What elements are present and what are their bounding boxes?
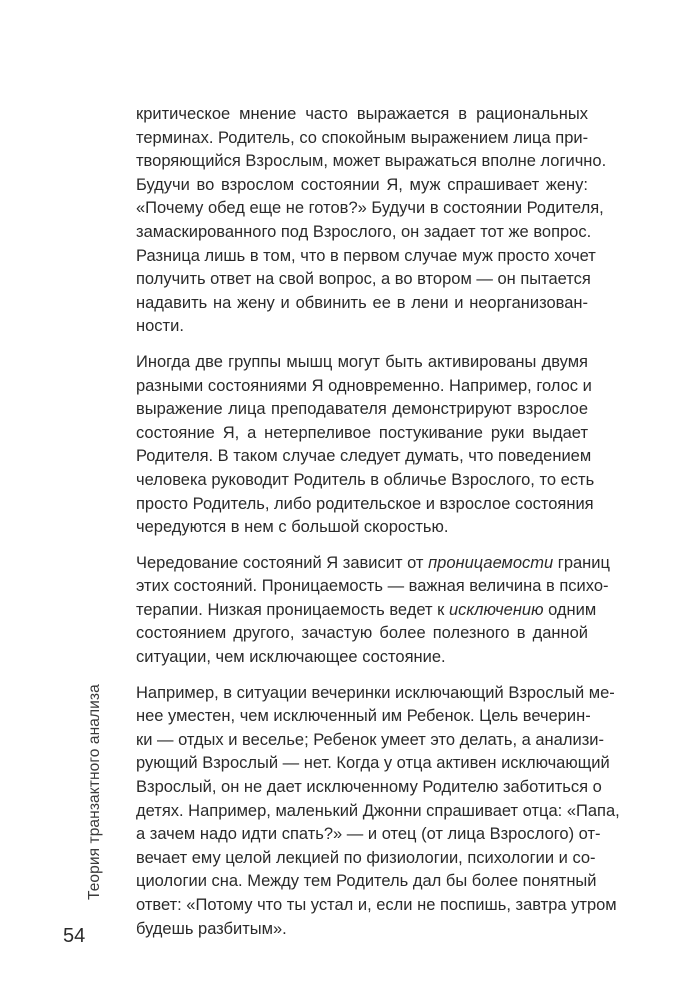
text-line: замаскированного под Взрослого, он задает тот же вопрос. (136, 222, 592, 241)
page-number: 54 (63, 925, 86, 947)
text-line: выражение лица преподавателя демонстрируют взрослое (136, 400, 588, 419)
text-line (136, 552, 610, 576)
italic-term: исключению (448, 600, 544, 619)
text-line: просто Родитель, либо родительское и взрослое состояния (136, 494, 594, 513)
text-line: ситуации, чем исключающее состояние. (136, 648, 446, 667)
text-run: одним (543, 600, 597, 619)
text-line: Родителя. В таком случае следует думать, что поведением (136, 447, 592, 466)
text-line: циологии сна. Между тем Родитель дал бы более понятный (136, 872, 597, 891)
text-line: ки — отдых и веселье; Ребенок умеет это делать, а анализи- (136, 730, 604, 749)
text-line: разными состояниями Я одновременно. Например, голос и (136, 376, 592, 395)
paragraph-3 (136, 552, 610, 670)
text-line: Будучи во взрослом состоянии Я, муж спрашивает жену: (136, 175, 588, 194)
text-line: состояние Я, а нетерпеливое постукивание руки выдает (136, 423, 588, 442)
paragraph-4 (136, 682, 620, 942)
text-run: Чередование состояний Я зависит от (136, 553, 429, 572)
text-line: Взрослый, он не дает исключенному Родителю заботиться о (136, 778, 602, 797)
text-line: человека руководит Родитель в обличье Взрослого, то есть (136, 470, 595, 489)
text-line: чередуются в нем с большой скоростью. (136, 518, 449, 537)
text-line: этих состояний. Проницаемость — важная величина в психо- (136, 577, 609, 596)
paragraph-2 (136, 351, 595, 540)
text-line: ответ: «Потому что ты устал и, если не поспишь, завтра утром (136, 896, 617, 914)
text-line: состоянием другого, зачастую более полезного в данной (136, 624, 588, 643)
text-run: терапии. Низкая проницаемость ведет к (136, 600, 449, 619)
text-run: границ (553, 553, 610, 572)
text-line: ности. (136, 317, 184, 336)
text-line: рующий Взрослый — нет. Когда у отца активен исключающий (136, 754, 610, 773)
text-line: «Почему обед еще не готов?» Будучи в состоянии Родителя, (136, 199, 604, 218)
text-line: нее уместен, чем исключенный им Ребенок. Цель вечерин- (136, 707, 591, 726)
text-line: критическое мнение часто выражается в рациональных (136, 105, 588, 123)
text-line: вечает ему целой лекцией по физиологии, психологии и со- (136, 848, 596, 867)
text-line: Например, в ситуации вечеринки исключающий Взрослый ме- (136, 683, 615, 702)
text-line: терминах. Родитель, со спокойным выражением лица при- (136, 128, 589, 147)
text-line: получить ответ на свой вопрос, а во втором — он пытается (136, 270, 591, 289)
text-line: творяющийся Взрослым, может выражаться вполне логично. (136, 152, 607, 171)
text-line: Иногда две группы мышц могут быть активированы двумя (136, 352, 588, 371)
text-line (136, 599, 597, 623)
running-head: Теория транзактного анализа (86, 684, 103, 900)
text-line: детях. Например, маленький Джонни спрашивает отца: «Папа, (136, 801, 620, 820)
italic-term: проницаемости (428, 553, 554, 572)
text-line: Разница лишь в том, что в первом случае муж просто хочет (136, 246, 596, 265)
text-line: надавить на жену и обвинить ее в лени и неорганизован- (136, 293, 588, 312)
body-text (136, 103, 620, 941)
paragraph-1 (136, 103, 607, 339)
text-line: будешь разбитым». (136, 919, 287, 938)
text-line: а зачем надо идти спать?» — и отец (от лица Взрослого) от- (136, 825, 601, 844)
